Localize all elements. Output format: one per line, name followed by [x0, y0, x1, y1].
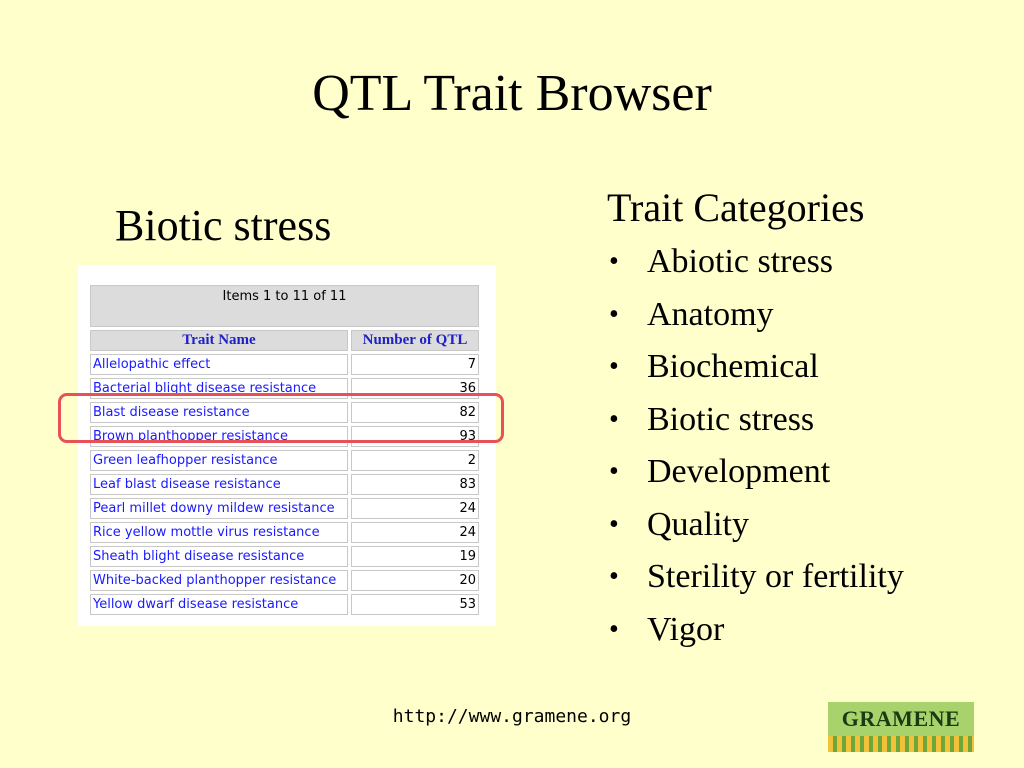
- bullet-icon: •: [609, 561, 619, 592]
- bullet-icon: •: [609, 351, 619, 382]
- qtl-count: 83: [351, 474, 479, 495]
- qtl-count: 19: [351, 546, 479, 567]
- trait-categories: [607, 184, 904, 656]
- categories-title: Trait Categories: [607, 185, 865, 230]
- qtl-count: 82: [351, 402, 479, 423]
- category-item: [607, 446, 904, 499]
- trait-link[interactable]: Bacterial blight disease resistance: [90, 378, 348, 399]
- bullet-icon: •: [609, 246, 619, 277]
- trait-link[interactable]: Pearl millet downy mildew resistance: [90, 498, 348, 519]
- trait-table-panel: [78, 265, 496, 626]
- slide-title: QTL Trait Browser: [312, 65, 712, 122]
- trait-link[interactable]: Allelopathic effect: [90, 354, 348, 375]
- bullet-icon: •: [609, 456, 619, 487]
- bullet-icon: •: [609, 613, 619, 645]
- table-row: [90, 474, 479, 495]
- bullet-icon: •: [609, 403, 619, 435]
- category-item: [607, 499, 904, 552]
- qtl-count: 93: [351, 426, 479, 447]
- category-item: [607, 551, 904, 604]
- trait-link[interactable]: Rice yellow mottle virus resistance: [90, 522, 348, 543]
- qtl-count: 24: [351, 498, 479, 519]
- bullet-icon: •: [609, 508, 619, 540]
- qtl-count: 53: [351, 594, 479, 615]
- category-item: [607, 394, 904, 447]
- category-item: [607, 604, 904, 657]
- category-label: Biotic stress: [647, 400, 815, 438]
- bullet-icon: •: [609, 298, 619, 330]
- qtl-count: 7: [351, 354, 479, 375]
- trait-link[interactable]: Yellow dwarf disease resistance: [90, 594, 348, 615]
- table-row: [90, 498, 479, 519]
- category-label: Development: [647, 453, 831, 490]
- qtl-count: 24: [351, 522, 479, 543]
- category-item: [607, 289, 904, 342]
- table-row: [90, 570, 479, 591]
- logo-text: GRAMENE: [841, 706, 961, 731]
- qtl-count: 2: [351, 450, 479, 471]
- highlight-box: [58, 393, 504, 443]
- trait-table: [87, 282, 482, 618]
- category-label: Vigor: [647, 610, 725, 648]
- trait-link[interactable]: Sheath blight disease resistance: [90, 546, 348, 567]
- trait-link[interactable]: Green leafhopper resistance: [90, 450, 348, 471]
- table-row: [90, 594, 479, 615]
- category-label: Abiotic stress: [647, 243, 834, 280]
- qtl-count: 36: [351, 378, 479, 399]
- left-heading: Biotic stress: [115, 201, 332, 250]
- table-row: [90, 450, 479, 471]
- column-header-number-of-qtl[interactable]: Number of QTL: [351, 330, 479, 351]
- trait-link[interactable]: Brown planthopper resistance: [90, 426, 348, 447]
- table-row: [90, 522, 479, 543]
- gramene-logo: [828, 702, 974, 752]
- trait-link[interactable]: White-backed planthopper resistance: [90, 570, 348, 591]
- category-label: Biochemical: [647, 348, 819, 385]
- category-label: Anatomy: [647, 295, 774, 333]
- table-row: [90, 546, 479, 567]
- trait-link[interactable]: Blast disease resistance: [90, 402, 348, 423]
- qtl-count: 20: [351, 570, 479, 591]
- logo-grain-strip: [828, 736, 974, 752]
- category-label: Quality: [647, 505, 749, 543]
- category-item: [607, 341, 904, 394]
- category-label: Sterility or fertility: [647, 558, 904, 595]
- table-caption: Items 1 to 11 of 11: [90, 285, 479, 327]
- trait-link[interactable]: Leaf blast disease resistance: [90, 474, 348, 495]
- column-header-trait-name[interactable]: Trait Name: [90, 330, 348, 351]
- category-list: [607, 236, 904, 656]
- table-row: [90, 354, 479, 375]
- category-item: [607, 236, 904, 289]
- footer-url[interactable]: http://www.gramene.org: [392, 706, 632, 727]
